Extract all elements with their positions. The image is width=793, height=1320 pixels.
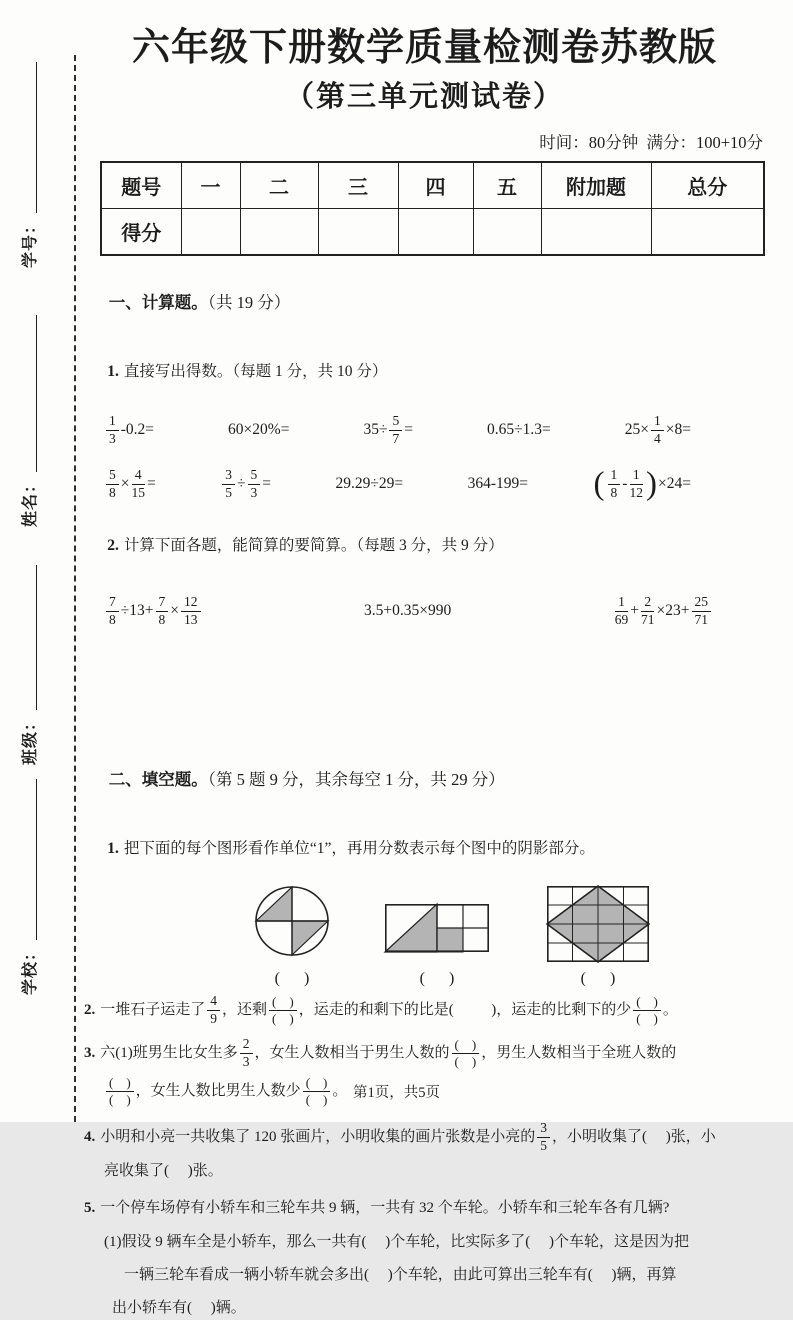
fraction <box>132 468 146 501</box>
direct-calc-row-2 <box>104 461 691 507</box>
section2-question2 <box>84 994 765 1027</box>
fraction-numerator: 1 <box>106 414 119 431</box>
text-run: ，男生人数相当于全班人数的 <box>481 1044 677 1061</box>
section2-heading-note: （第 5 题 9 分，其余每空 1 分，共 29 分） <box>207 770 505 790</box>
fraction-blank-denominator: ( ) <box>305 1092 328 1108</box>
text-run: - <box>622 474 628 492</box>
fraction-denominator: 4 <box>654 430 661 446</box>
fraction-denominator: 5 <box>225 484 232 500</box>
section1-question2 <box>84 515 765 573</box>
fraction <box>207 994 220 1027</box>
math-expression <box>363 414 413 447</box>
section1-heading-title: 一、计算题。 <box>108 294 208 313</box>
fraction-numerator: 3 <box>222 468 235 485</box>
fraction <box>537 1121 550 1154</box>
fraction-denominator: 3 <box>109 430 116 446</box>
answer-blank-grid: ( ) <box>580 970 616 988</box>
fraction <box>629 468 643 501</box>
section1-question1 <box>84 341 765 399</box>
fraction-numerator: 4 <box>207 994 220 1011</box>
text-run: ÷13+ <box>120 601 154 619</box>
math-expression <box>104 468 156 501</box>
question-text: 计算下面各题，能简算的要简算。（每题 3 分，共 9 分） <box>123 537 504 555</box>
score-table-score-label: 得分 <box>101 209 181 256</box>
fraction <box>641 595 655 628</box>
grid-lines <box>547 886 649 962</box>
text-run: 出小轿车有( )辆。 <box>112 1300 246 1317</box>
fraction <box>389 414 402 447</box>
fraction-denominator: 5 <box>540 1138 548 1154</box>
section2-question5-line3 <box>84 1264 765 1287</box>
fraction-numerator: 2 <box>240 1037 253 1054</box>
paper-content <box>84 0 765 1320</box>
answer-blank-circle: ( ) <box>274 970 310 988</box>
text-run: ，小明收集了( )张，小 <box>552 1129 716 1146</box>
section2-heading-title: 二、填空题。 <box>108 771 208 790</box>
fraction-numerator: 1 <box>651 414 664 431</box>
fraction-numerator: 3 <box>537 1121 550 1138</box>
fraction <box>248 468 261 501</box>
math-expression <box>336 475 404 493</box>
big-parenthesis: ) <box>645 466 657 503</box>
figure-rectangle-block <box>384 884 490 988</box>
math-expression <box>104 595 203 628</box>
fraction <box>106 468 119 501</box>
big-parenthesis: ( <box>593 466 605 503</box>
fraction-blank <box>269 995 297 1027</box>
text-run: ，女生人数相当于男生人数的 <box>254 1044 450 1061</box>
text-run: 60×20%= <box>228 421 290 439</box>
fraction-blank-denominator: ( ) <box>454 1053 477 1069</box>
fraction-numerator: 1 <box>608 468 621 485</box>
fraction-denominator: 15 <box>131 484 145 500</box>
text-run: 六(1)班男生比女生多 <box>100 1044 238 1061</box>
text-run: ，还剩 <box>222 1002 268 1019</box>
math-expression <box>364 602 451 620</box>
fraction-numerator: 7 <box>106 595 119 612</box>
fraction-denominator: 8 <box>109 611 116 627</box>
text-run: 29.29÷29= <box>335 475 404 493</box>
fraction-numerator: 2 <box>641 595 654 612</box>
name-fill-line <box>36 315 37 472</box>
question-number: 5. <box>84 1200 96 1217</box>
fraction-numerator: 7 <box>156 595 169 612</box>
fraction-numerator: 5 <box>389 414 402 431</box>
fraction-denominator: 69 <box>614 611 629 627</box>
question-text: 把下面的每个图形看作单位“1”，再用分数表示每个图中的阴影部分。 <box>123 840 595 858</box>
score-table-header-cell: 四 <box>398 162 473 209</box>
fraction-denominator: 71 <box>641 611 655 627</box>
fraction <box>692 595 712 628</box>
score-table-empty-cell <box>318 209 398 256</box>
fraction-denominator: 71 <box>694 611 708 627</box>
fraction-denominator: 12 <box>629 484 643 500</box>
shaded-cell <box>437 928 463 952</box>
section2-question5-line2 <box>84 1231 765 1254</box>
score-table-empty-cell <box>473 209 541 256</box>
fraction-numerator: 25 <box>692 595 712 612</box>
shaded-triangle <box>385 904 437 952</box>
school-label: 学校： <box>21 943 39 995</box>
score-table <box>100 161 765 256</box>
text-run: ×8= <box>665 420 691 438</box>
answer-blank-rectangle: ( ) <box>419 970 455 988</box>
fraction-numerator: 5 <box>248 468 261 485</box>
score-table-header-cell: 一 <box>181 162 240 209</box>
score-table-header-cell: 二 <box>240 162 318 209</box>
exam-time-score-info: 时间：80分钟 满分：100+10分 <box>539 133 763 153</box>
student-number-fill-line <box>36 62 37 213</box>
math-expression <box>593 468 691 501</box>
score-table-score-row <box>101 209 764 256</box>
text-run: × <box>120 474 130 492</box>
section2-question5-line1 <box>84 1197 765 1220</box>
text-run: 。 <box>662 1002 678 1019</box>
math-expression <box>468 475 528 493</box>
text-run: 一个停车场停有小轿车和三轮车共 9 辆，一共有 32 个车轮。小轿车和三轮车各有几辆? <box>100 1200 670 1217</box>
figure-circle-block <box>252 884 332 988</box>
fraction-denominator: 3 <box>250 484 258 500</box>
text-run: 一堆石子运走了 <box>100 1002 206 1019</box>
text-run: 25× <box>624 420 650 438</box>
fraction-numerator: 5 <box>106 468 119 485</box>
text-run: 3.5+0.35×990 <box>364 602 452 620</box>
question-number: 4. <box>84 1129 96 1146</box>
text-run: ÷ <box>237 474 246 492</box>
sidebar-field-school <box>14 779 40 995</box>
circle-figure <box>252 884 332 958</box>
text-run: 小明和小亮一共收集了 120 张画片，小明收集的画片张数是小亮的 <box>100 1129 536 1146</box>
question-number: 3. <box>84 1044 96 1061</box>
grid-square-figure <box>547 886 649 962</box>
question-number: 1. <box>107 840 119 858</box>
text-run: = <box>147 474 156 492</box>
fraction-blank-numerator: ( ) <box>269 995 297 1011</box>
fraction-blank-numerator: ( ) <box>303 1076 331 1092</box>
simplify-calc-row <box>104 587 713 635</box>
school-fill-line <box>36 779 37 940</box>
math-expression <box>104 414 154 447</box>
fraction <box>156 595 169 628</box>
fraction-denominator: 7 <box>392 430 400 446</box>
sidebar-field-name <box>14 315 40 527</box>
fraction-blank-denominator: ( ) <box>109 1092 131 1108</box>
text-run: -0.2= <box>120 420 155 438</box>
score-table-empty-cell <box>541 209 651 256</box>
text-run: 亮收集了( )张。 <box>104 1163 223 1180</box>
class-fill-line <box>36 565 37 710</box>
text-run: ×24= <box>657 474 691 492</box>
text-run: ，女生人数比男生人数少 <box>135 1083 301 1099</box>
text-run: 364-199= <box>467 475 529 493</box>
fraction-blank-numerator: ( ) <box>452 1038 480 1054</box>
page-subtitle: （第三单元测试卷） <box>284 80 564 113</box>
fraction-denominator: 3 <box>242 1053 250 1069</box>
class-label: 班级： <box>21 713 39 765</box>
fraction <box>106 595 119 628</box>
rectangle-figure <box>385 904 489 952</box>
working-space <box>84 635 765 733</box>
fraction-denominator: 13 <box>184 611 198 627</box>
fraction <box>106 414 119 447</box>
math-expression <box>228 421 289 439</box>
text-run: (1)假设 9 辆车全是小轿车，那么一共有( )个车轮，比实际多了( )个车轮，这是因为把 <box>104 1233 689 1250</box>
fraction-numerator: 1 <box>630 468 643 485</box>
math-expression <box>613 595 713 628</box>
text-run: 。 <box>332 1083 348 1099</box>
fraction <box>608 468 621 501</box>
section1-heading <box>84 269 765 333</box>
math-expression <box>220 468 271 501</box>
section2-heading <box>84 746 765 810</box>
section2-question4-line1 <box>84 1121 765 1154</box>
section2-question4-line2 <box>84 1160 765 1183</box>
question-text: 直接写出得数。（每题 1 分，共 10 分） <box>123 363 388 381</box>
page-title: 六年级下册数学质量检测卷苏教版 <box>131 27 717 69</box>
question-number: 1. <box>107 363 119 381</box>
fraction <box>240 1037 253 1070</box>
student-number-label: 学号： <box>21 216 39 268</box>
question-number: 2. <box>84 1002 96 1019</box>
fraction-blank-numerator: ( ) <box>633 995 661 1011</box>
fraction <box>615 595 629 628</box>
score-table-empty-cell <box>181 209 240 256</box>
shaded-figures-row <box>84 884 765 988</box>
binding-dashed-line <box>74 55 76 1122</box>
score-table-header-cell: 五 <box>473 162 541 209</box>
fraction-denominator: 8 <box>109 484 116 500</box>
score-table-header-cell: 三 <box>318 162 398 209</box>
fraction-denominator: 8 <box>610 484 618 500</box>
section2-question3-line1 <box>84 1037 765 1070</box>
text-run: ×23+ <box>656 601 690 619</box>
text-run: 35÷ <box>363 420 388 438</box>
math-expression <box>487 421 551 439</box>
text-run: × <box>170 601 179 619</box>
fraction-blank-numerator: ( ) <box>106 1076 134 1092</box>
fraction-denominator: 9 <box>210 1011 218 1027</box>
score-table-header-cell: 总分 <box>651 162 764 209</box>
score-table-header-cell: 附加题 <box>541 162 651 209</box>
sidebar-field-student-number <box>14 62 40 268</box>
text-run: = <box>404 420 413 438</box>
score-table-empty-cell <box>240 209 318 256</box>
text-run: = <box>262 474 272 492</box>
math-expression <box>625 414 691 447</box>
text-run: ，运走的和剩下的比是( )，运走的比剩下的少 <box>298 1002 632 1019</box>
figure-grid-square-block <box>546 884 650 988</box>
page-number-footer: 第1页，共5页 <box>353 1085 440 1101</box>
fraction-blank-denominator: ( ) <box>272 1011 294 1027</box>
sidebar-field-class <box>14 565 40 765</box>
text-run: 0.65÷1.3= <box>487 421 551 439</box>
section1-heading-note: （共 19 分） <box>207 293 291 313</box>
direct-calc-row-1 <box>104 407 691 453</box>
score-table-header-row <box>101 162 764 209</box>
score-table-empty-cell <box>398 209 473 256</box>
fraction <box>222 468 235 501</box>
text-run: 一辆三轮车看成一辆小轿车就会多出( )个车轮，由此可算出三轮车有( )辆，再算 <box>124 1266 677 1283</box>
text-run: + <box>630 601 640 619</box>
name-label: 姓名： <box>21 475 39 527</box>
fraction-blank <box>452 1038 480 1070</box>
question-number: 2. <box>107 537 119 555</box>
fraction-numerator: 4 <box>132 468 145 485</box>
fraction-blank-denominator: ( ) <box>636 1011 658 1027</box>
score-table-corner-cell: 题号 <box>101 162 181 209</box>
fraction-blank <box>633 995 661 1027</box>
score-table-empty-cell <box>651 209 764 256</box>
fraction-numerator: 12 <box>181 595 201 612</box>
section2-question5-line4 <box>84 1297 765 1320</box>
fraction <box>181 595 201 628</box>
fraction <box>651 414 664 447</box>
fraction-numerator: 1 <box>615 595 628 612</box>
section2-question1 <box>84 818 765 876</box>
fraction-denominator: 8 <box>158 611 166 627</box>
